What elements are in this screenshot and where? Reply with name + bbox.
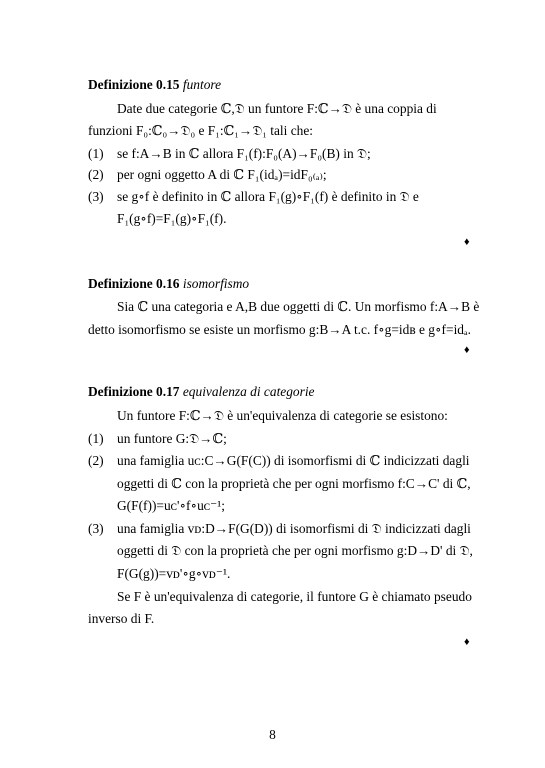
list-number: (3) (88, 521, 104, 536)
page-number: 8 (269, 727, 276, 742)
end-of-definition-icon: ♦ (464, 236, 470, 248)
definition-heading (88, 384, 315, 400)
paragraph-line: inverso di F. (88, 611, 155, 626)
list-item: per ogni oggetto A di ℂ F₁(idₐ)=idF₀₍ₐ₎; (117, 167, 327, 182)
list-item: se g∘f è definito in ℂ allora F₁(g)∘F₁(f) è definito in 𝔇 e (117, 189, 419, 204)
paragraph-line: detto isomorfismo se esiste un morfismo g:B→A t.c. f∘g=idʙ e g∘f=idₐ. (88, 322, 471, 337)
definition-heading (88, 77, 221, 93)
list-item: una famiglia vᴅ:D→F(G(D)) di isomorfismi di 𝔇 indicizzati dagli (117, 521, 471, 536)
list-number: (3) (88, 189, 104, 204)
list-item-continuation: F₁(g∘f)=F₁(g)∘F₁(f). (117, 211, 227, 226)
list-number: (2) (88, 167, 104, 182)
list-item-continuation: oggetti di ℂ con la proprietà che per ogni morfismo f:C→C' di ℂ, (117, 476, 471, 491)
paragraph-line: Sia ℂ una categoria e A,B due oggetti di ℂ. Un morfismo f:A→B è (117, 299, 480, 314)
list-item-continuation: oggetti di 𝔇 con la proprietà che per ogni morfismo g:D→D' di 𝔇, (117, 543, 473, 558)
list-number: (2) (88, 453, 104, 468)
list-item: una famiglia uᴄ:C→G(F(C)) di isomorfismi di ℂ indicizzati dagli (117, 453, 470, 468)
list-item: un funtore G:𝔇→ℂ; (117, 431, 227, 446)
paragraph-line: funzioni F₀:ℂ₀→𝔇₀ e F₁:ℂ₁→𝔇₁ tali che: (88, 123, 314, 138)
paragraph-line: Se F è un'equivalenza di categorie, il funtore G è chiamato pseudo (117, 589, 472, 604)
definition-title: Definizione 0.17 (88, 384, 180, 399)
definition-subtitle: funtore (182, 77, 222, 92)
definition-title: Definizione 0.15 (88, 77, 180, 92)
list-item-continuation: F(G(g))=vᴅ'∘g∘vᴅ⁻¹. (117, 566, 231, 581)
list-item: se f:A→B in ℂ allora F₁(f):F₀(A)→F₀(B) in 𝔇; (117, 146, 371, 161)
definition-subtitle: equivalenza di categorie (182, 384, 315, 399)
list-number: (1) (88, 431, 104, 446)
end-of-definition-icon: ♦ (464, 344, 470, 356)
definition-title: Definizione 0.16 (88, 276, 180, 291)
list-number: (1) (88, 146, 104, 161)
definition-heading (88, 276, 249, 292)
paragraph-line: Un funtore F:ℂ→𝔇 è un'equivalenza di categorie se esistono: (117, 408, 448, 423)
paragraph-line: Date due categorie ℂ,𝔇 un funtore F:ℂ→𝔇 è una coppia di (117, 101, 437, 116)
end-of-definition-icon: ♦ (464, 636, 470, 648)
definition-subtitle: isomorfismo (182, 276, 250, 291)
list-item-continuation: G(F(f))=uᴄ'∘f∘uᴄ⁻¹; (117, 498, 225, 513)
